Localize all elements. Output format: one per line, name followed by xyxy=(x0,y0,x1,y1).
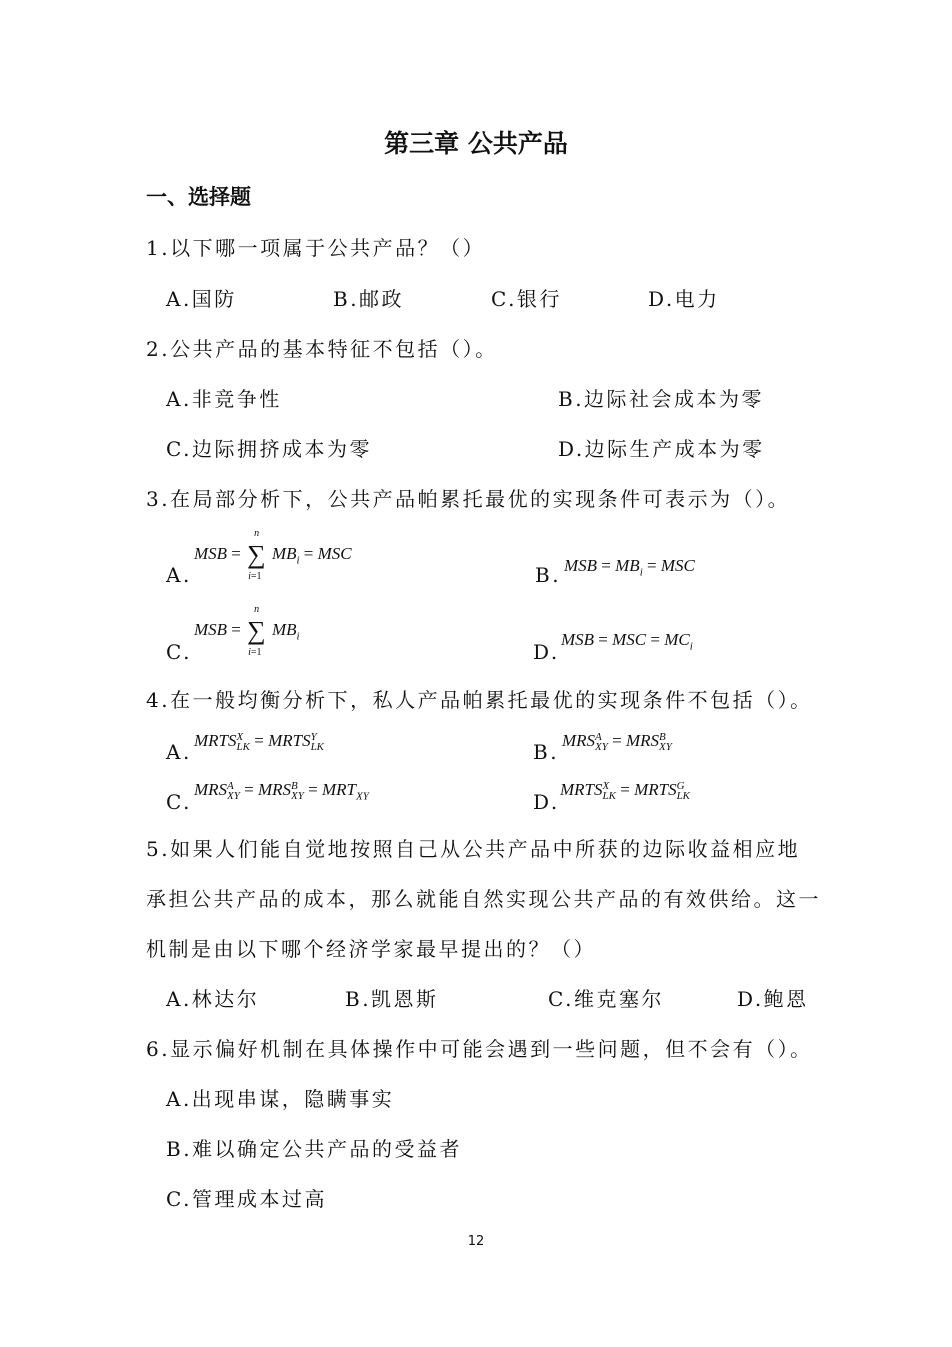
question-5-line-3: 机制是由以下哪个经济学家最早提出的？（） xyxy=(146,937,596,961)
q2-option-d: D.边际生产成本为零 xyxy=(558,437,765,461)
question-2: 2.公共产品的基本特征不包括（）。 xyxy=(146,337,498,361)
section-heading: 一、选择题 xyxy=(146,185,251,209)
q5-option-d: D.鲍恩 xyxy=(737,987,809,1011)
q4-option-d: D. xyxy=(533,790,560,814)
q3-option-a: A. xyxy=(166,563,192,587)
q4-option-a: A. xyxy=(166,740,192,764)
q3-option-c: C. xyxy=(166,640,192,664)
q4-formula-c: MRS A XY = MRS B XY = $MRT_{XY}$ xyxy=(194,780,369,803)
q6-option-a: A.出现串谋，隐瞒事实 xyxy=(166,1087,395,1111)
q5-option-a: A.林达尔 xyxy=(166,987,260,1011)
q6-option-c: C.管理成本过高 xyxy=(166,1187,327,1211)
question-3: 3.在局部分析下，公共产品帕累托最优的实现条件可表示为（）。 xyxy=(146,487,791,511)
q4-formula-a: MRTS X LK = MRTS Y LK xyxy=(194,731,325,754)
q5-option-c: C.维克塞尔 xyxy=(548,987,664,1011)
q1-option-a: A.国防 xyxy=(166,287,237,311)
page-number: 12 xyxy=(467,1234,485,1249)
question-6: 6.显示偏好机制在具体操作中可能会遇到一些问题，但不会有（）。 xyxy=(146,1037,813,1061)
q2-option-c: C.边际拥挤成本为零 xyxy=(166,437,372,461)
q2-option-b: B.边际社会成本为零 xyxy=(558,387,765,411)
question-5-line-1: 5.如果人们能自觉地按照自己从公共产品中所获的边际收益相应地 xyxy=(146,837,801,861)
q3-formula-b: MSB = $MB_i$ = MSC xyxy=(564,556,695,579)
q1-option-d: D.电力 xyxy=(648,287,720,311)
q4-formula-d: MRTS X LK = MRTS G LK xyxy=(560,780,691,803)
q1-option-b: B.邮政 xyxy=(333,287,405,311)
q4-option-b: B. xyxy=(533,740,560,764)
question-5-line-2: 承担公共产品的成本，那么就能自然实现公共产品的有效供给。这一 xyxy=(146,887,821,911)
chapter-title: 第三章 公共产品 xyxy=(384,129,568,158)
q3-formula-c: MSB = ∑ n i=1 $MB_i$ xyxy=(194,604,300,658)
q2-option-a: A.非竞争性 xyxy=(166,387,282,411)
q6-option-b: B.难以确定公共产品的受益者 xyxy=(166,1137,463,1161)
q3-option-d: D. xyxy=(533,640,560,664)
question-1: 1.以下哪一项属于公共产品？（） xyxy=(146,236,486,260)
q3-formula-d: MSB = MSC = $MC_i$ xyxy=(561,630,693,653)
q1-option-c: C.银行 xyxy=(491,287,562,311)
q5-option-b: B.凯恩斯 xyxy=(345,987,439,1011)
q3-option-b: B. xyxy=(535,563,562,587)
question-4: 4.在一般均衡分析下，私人产品帕累托最优的实现条件不包括（）。 xyxy=(146,688,813,712)
q4-formula-b: MRS A XY = MRS B XY xyxy=(562,731,672,754)
q4-option-c: C. xyxy=(166,790,192,814)
q3-formula-a: MSB = ∑ n i=1 $MB_i$ = MSC xyxy=(194,528,352,582)
